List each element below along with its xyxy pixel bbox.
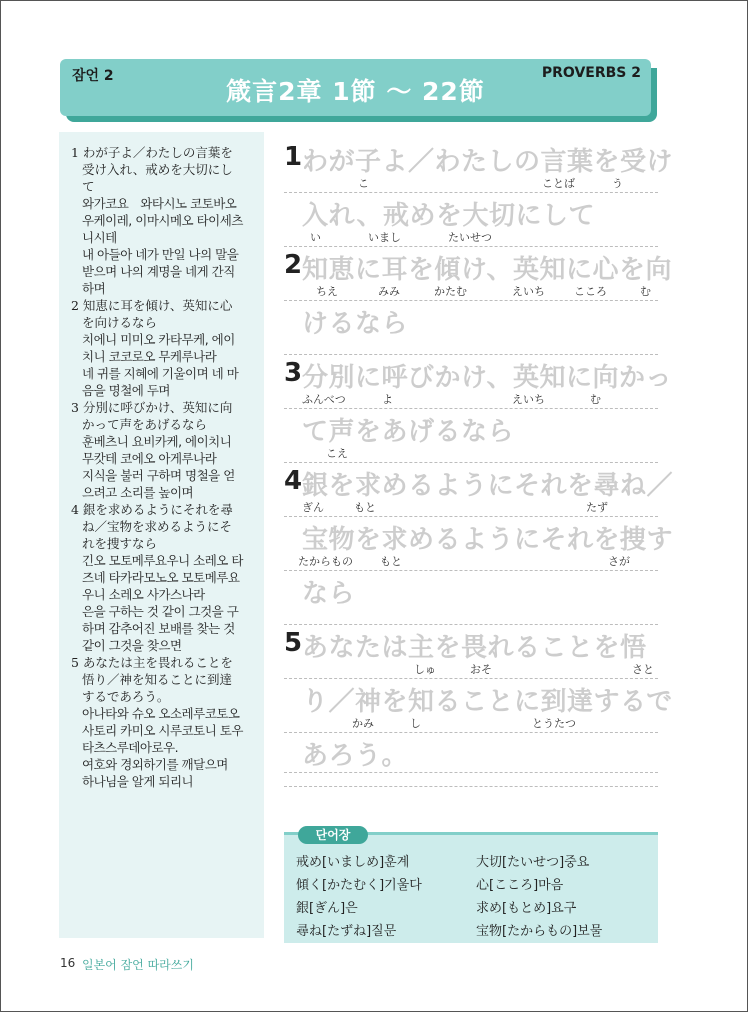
korean-translation-line: 받으며 나의 계명을 네게 간직 [82,264,235,279]
furigana: む [640,285,651,298]
korean-translation-line: 으려고 소리를 높이며 [82,485,194,500]
vocabulary-box [284,828,658,943]
japanese-line: 4 銀を求めるようにそれを尋 [71,502,233,517]
korean-reading-line: 치에니 미미오 카타무케, 에이 [82,332,235,347]
japanese-line: 受け入れ、戒めを大切にし [82,162,233,177]
verse-number: 1 [284,142,303,172]
korean-reading-line: 훈베츠니 요비카케, 에이치니 [82,434,232,449]
furigana: よ [382,393,393,406]
vocab-item: 大切[たいせつ]중요 [476,855,590,870]
vocab-item: 傾く[かたむく]기울다 [296,878,422,893]
korean-reading-line: 와가코요 와타시노 코토바오 [82,196,237,211]
page-number: 16 [60,956,76,970]
furigana: さが [608,555,630,568]
practice-line[interactable] [284,138,674,193]
furigana: たからもの [298,555,353,568]
furigana: えいち [512,393,545,406]
trace-text: 知恵に耳を傾け、英知に心を向 [302,255,672,285]
reference-panel [59,132,264,938]
trace-text: て声をあげるなら [302,417,515,447]
reference-verse-5 [71,654,257,790]
trace-text: わが子よ／わたしの言葉を受け [302,147,674,177]
trace-text: り／神を知ることに到達するで [302,687,673,717]
trace-text: 銀を求めるようにそれを尋ね／ [302,471,674,501]
furigana: い [310,231,321,244]
trace-text: なら [302,579,356,609]
furigana: かみ [352,717,374,730]
japanese-line: れを捜すなら [82,536,158,551]
korean-reading-line: 우니 소레오 사가스나라 [82,587,205,602]
vocab-item: 尋ね[たずね]질문 [296,924,397,939]
japanese-line: 3 分別に呼びかけ、英知に向 [71,400,233,415]
reference-verse-4 [71,501,257,654]
korean-translation-line: 하며 [82,281,106,296]
japanese-line: かって声をあげるなら [82,417,208,432]
furigana: こ [358,177,369,190]
japanese-line: 1 わが子よ／わたしの言葉を [71,145,233,160]
korean-translation-line: 같이 그것을 찾으면 [82,638,182,653]
furigana: もと [380,555,402,568]
japanese-line: 5 あなたは主を畏れることを [71,655,233,670]
korean-reading-line: 긴오 모토메루요우니 소레오 타 [82,553,243,568]
japanese-line: ね／宝物を求めるようにそ [82,519,233,534]
practice-line[interactable] [284,624,658,679]
trace-text: 分別に呼びかけ、英知に向かっ [302,363,672,393]
korean-reading-line: 사토리 카미오 시루코토니 토우 [82,723,243,738]
practice-line[interactable] [284,300,658,355]
practice-line[interactable] [284,246,672,301]
vocab-item: 戒め[いましめ]훈계 [296,855,410,870]
korean-translation-line: 하며 감추어진 보배를 찾는 것 [82,621,235,636]
vocab-item: 銀[ぎん]은 [296,901,358,916]
furigana: ことば [542,177,575,190]
reference-text [71,144,257,790]
verse-number: 4 [284,466,303,496]
practice-line[interactable] [284,408,658,463]
korean-translation-line: 네 귀를 지혜에 기울이며 네 마 [82,366,239,381]
korean-reading-line: 즈네 타카라모노오 모토메루요 [82,570,240,585]
korean-translation-line: 음을 명철에 두며 [82,383,170,398]
korean-reading-line: 타츠스루데아로우. [82,740,179,755]
trace-text: 入れ、戒めを大切にして [302,201,596,231]
furigana: こえ [326,447,348,460]
trace-text: あなたは主を畏れることを悟 [302,633,647,663]
vocabulary-label: 단어장 [298,826,368,844]
furigana: たいせつ [448,231,492,244]
furigana: おそ [470,663,492,676]
korean-translation-line: 내 아들아 네가 만일 나의 말을 [82,247,239,262]
japanese-line: を向けるなら [82,315,158,330]
trace-text: 宝物を求めるようにそれを捜す [302,525,674,555]
furigana: む [590,393,601,406]
practice-line[interactable] [284,516,674,571]
korean-reading-line: 치니 코코로오 무케루나라 [82,349,217,364]
trace-text: あろう。 [302,741,409,771]
practice-line-empty[interactable] [284,732,658,773]
chapter-label-english: PROVERBS 2 [541,65,641,81]
korean-translation-line: 여호와 경외하기를 깨달으며 [82,757,228,772]
japanese-line: 2 知恵に耳を傾け、英知に心 [71,298,233,313]
book-title: 일본어 잠언 따라쓰기 [82,958,194,972]
practice-line[interactable] [284,192,658,247]
practice-line[interactable] [284,354,672,409]
furigana: ぎん [302,501,324,514]
vocab-item: 心[こころ]마음 [476,878,564,893]
furigana: みみ [378,285,400,298]
japanese-line: て [82,179,95,194]
furigana: たず [586,501,608,514]
furigana: う [612,177,623,190]
practice-line[interactable] [284,678,673,733]
practice-line[interactable] [284,570,658,625]
furigana: かたむ [434,285,467,298]
chapter-label-korean: 잠언 2 [72,68,114,84]
korean-translation-line: 하나님을 알게 되리니 [82,774,194,789]
furigana: えいち [512,285,545,298]
vocab-item: 宝物[たからもの]보물 [476,924,603,939]
furigana: さと [632,663,654,676]
korean-reading-line: 우케이레, 이마시메오 타이세츠 [82,213,243,228]
header-banner [60,59,651,116]
korean-translation-line: 지식을 불러 구하며 명철을 얻 [82,468,235,483]
korean-reading-line: 니시테 [82,230,117,245]
furigana: いまし [368,231,401,244]
furigana: もと [354,501,376,514]
korean-translation-line: 은을 구하는 것 같이 그것을 구 [82,604,239,619]
japanese-line: 悟り／神を知ることに到達 [82,672,233,687]
chapter-title: 箴言2章 1節 〜 22節 [226,77,485,106]
korean-reading-line: 무캇테 코에오 아게루나라 [82,451,217,466]
verse-number: 5 [284,628,303,658]
furigana: こころ [574,285,607,298]
furigana: とうたつ [532,717,576,730]
reference-verse-3 [71,399,257,501]
reference-verse-2 [71,297,257,399]
korean-reading-line: 아나타와 슈오 오소레루코토오 [82,706,240,721]
furigana: しゅ [414,663,436,676]
verse-number: 3 [284,358,303,388]
reference-verse-1 [71,144,257,297]
furigana: し [410,717,421,730]
japanese-line: するであろう。 [82,689,170,704]
vocab-item: 求め[もとめ]요구 [476,901,577,916]
practice-line[interactable] [284,462,674,517]
trace-text: けるなら [302,309,409,339]
furigana: ふんべつ [302,393,346,406]
verse-number: 2 [284,250,303,280]
furigana: ちえ [316,285,338,298]
